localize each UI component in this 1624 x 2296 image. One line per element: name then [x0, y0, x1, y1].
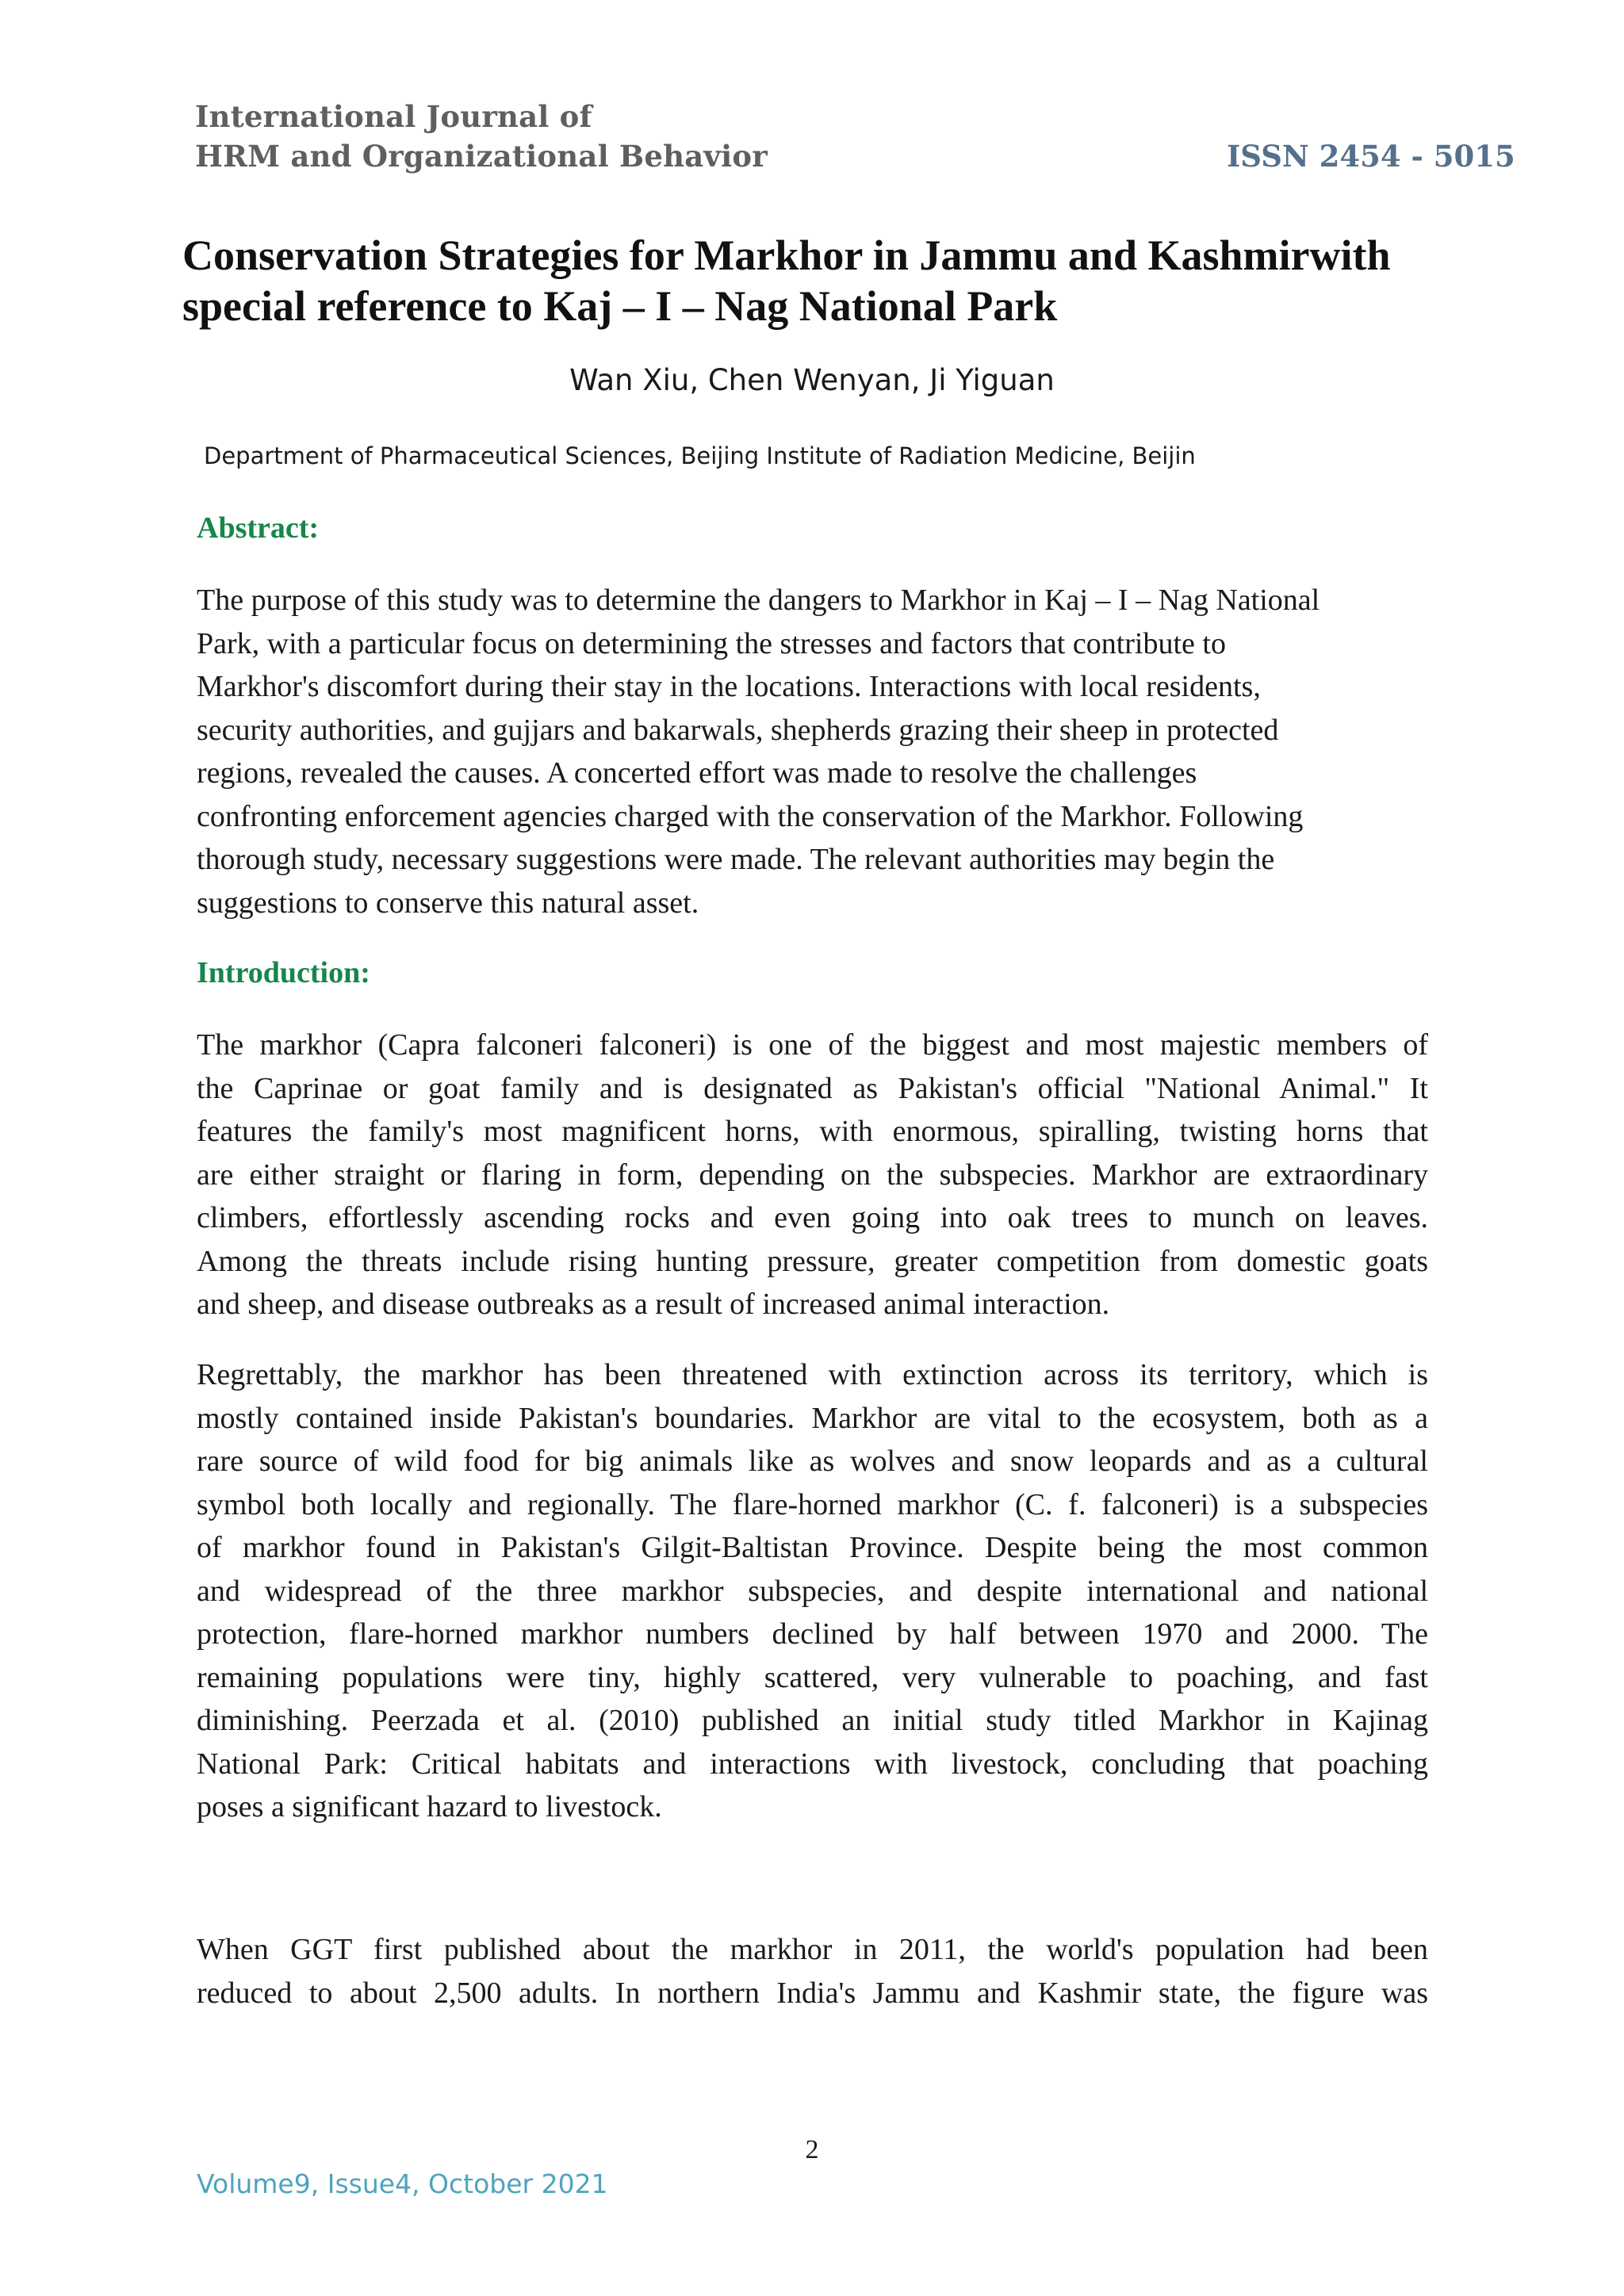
- abstract-line: security authorities, and gujjars and bakarwals, shepherds grazing their sheep in protected: [197, 713, 1279, 747]
- paragraph-line: of markhor found in Pakistan's Gilgit-Baltistan Province. Despite being the most common: [197, 1531, 1428, 1564]
- author-affiliation: Department of Pharmaceutical Sciences, Beijing Institute of Radiation Medicine, Beijin: [204, 442, 1196, 469]
- volume-issue-footer: Volume9, Issue4, October 2021: [197, 2168, 608, 2199]
- article-title-line2: special reference to Kaj – I – Nag National Park: [182, 282, 1058, 330]
- abstract-line: confronting enforcement agencies charged with the conservation of the Markhor. Following: [197, 799, 1304, 833]
- paragraph-line: are either straight or flaring in form, depending on the subspecies. Markhor are extraordinary: [197, 1158, 1428, 1192]
- paragraph-line: poses a significant hazard to livestock.: [197, 1790, 662, 1823]
- paragraph-line: features the family's most magnificent horns, with enormous, spiralling, twisting horns that: [197, 1115, 1428, 1148]
- paragraph-line: and sheep, and disease outbreaks as a result of increased animal interaction.: [197, 1288, 1110, 1321]
- paragraph-line: climbers, effortlessly ascending rocks and even going into oak trees to munch on leaves.: [197, 1201, 1428, 1234]
- paragraph-line: Among the threats include rising hunting pressure, greater competition from domestic goats: [197, 1244, 1428, 1278]
- intro-paragraph-1: [197, 1024, 1428, 1326]
- paragraph-line: National Park: Critical habitats and interactions with livestock, concluding that poaching: [197, 1747, 1428, 1781]
- journal-name: [195, 97, 768, 176]
- issn-number: ISSN 2454 - 5015: [1227, 139, 1515, 174]
- paragraph-line: When GGT first published about the markhor in 2011, the world's population had been: [197, 1933, 1428, 1966]
- paragraph-line: protection, flare-horned markhor numbers declined by half between 1970 and 2000. The: [197, 1617, 1428, 1651]
- article-title: [182, 230, 1467, 331]
- paragraph-line: The markhor (Capra falconeri falconeri) is one of the biggest and most majestic members of: [197, 1028, 1428, 1062]
- abstract-line: suggestions to conserve this natural asset.: [197, 886, 699, 920]
- intro-paragraph-3: [197, 1928, 1428, 2015]
- paragraph-line: mostly contained inside Pakistan's boundaries. Markhor are vital to the ecosystem, both as a: [197, 1401, 1428, 1435]
- journal-name-line2: HRM and Organizational Behavior: [195, 139, 768, 174]
- abstract-line: Markhor's discomfort during their stay in the locations. Interactions with local residents,: [197, 670, 1261, 703]
- paragraph-line: the Caprinae or goat family and is designated as Pakistan's official "National Animal." It: [197, 1071, 1428, 1105]
- paragraph-line: diminishing. Peerzada et al. (2010) published an initial study titled Markhor in Kajinag: [197, 1704, 1428, 1737]
- journal-name-line1: International Journal of: [195, 99, 592, 134]
- intro-paragraph-2: [197, 1353, 1428, 1829]
- article-title-line1: Conservation Strategies for Markhor in Jammu and Kashmirwith: [182, 232, 1391, 279]
- author-list: Wan Xiu, Chen Wenyan, Ji Yiguan: [569, 363, 1055, 397]
- page-number: 2: [805, 2135, 819, 2164]
- abstract-line: The purpose of this study was to determine the dangers to Markhor in Kaj – I – Nag National: [197, 584, 1320, 617]
- abstract-line: thorough study, necessary suggestions were made. The relevant authorities may begin the: [197, 843, 1275, 876]
- paragraph-line: reduced to about 2,500 adults. In northern India's Jammu and Kashmir state, the figure was: [197, 1976, 1428, 2010]
- introduction-heading: Introduction:: [197, 956, 370, 989]
- abstract-line: regions, revealed the causes. A concerted effort was made to resolve the challenges: [197, 756, 1197, 790]
- paragraph-line: remaining populations were tiny, highly scattered, very vulnerable to poaching, and fast: [197, 1660, 1428, 1694]
- paragraph-line: rare source of wild food for big animals like as wolves and snow leopards and as a cultural: [197, 1445, 1428, 1478]
- paragraph-line: and widespread of the three markhor subspecies, and despite international and national: [197, 1574, 1428, 1608]
- abstract-line: Park, with a particular focus on determining the stresses and factors that contribute to: [197, 626, 1226, 660]
- abstract-heading: Abstract:: [197, 511, 320, 545]
- abstract-body: [197, 579, 1434, 924]
- paragraph-line: symbol both locally and regionally. The flare-horned markhor (C. f. falconeri) is a subspecies: [197, 1487, 1428, 1521]
- paragraph-line: Regrettably, the markhor has been threatened with extinction across its territory, which is: [197, 1358, 1428, 1391]
